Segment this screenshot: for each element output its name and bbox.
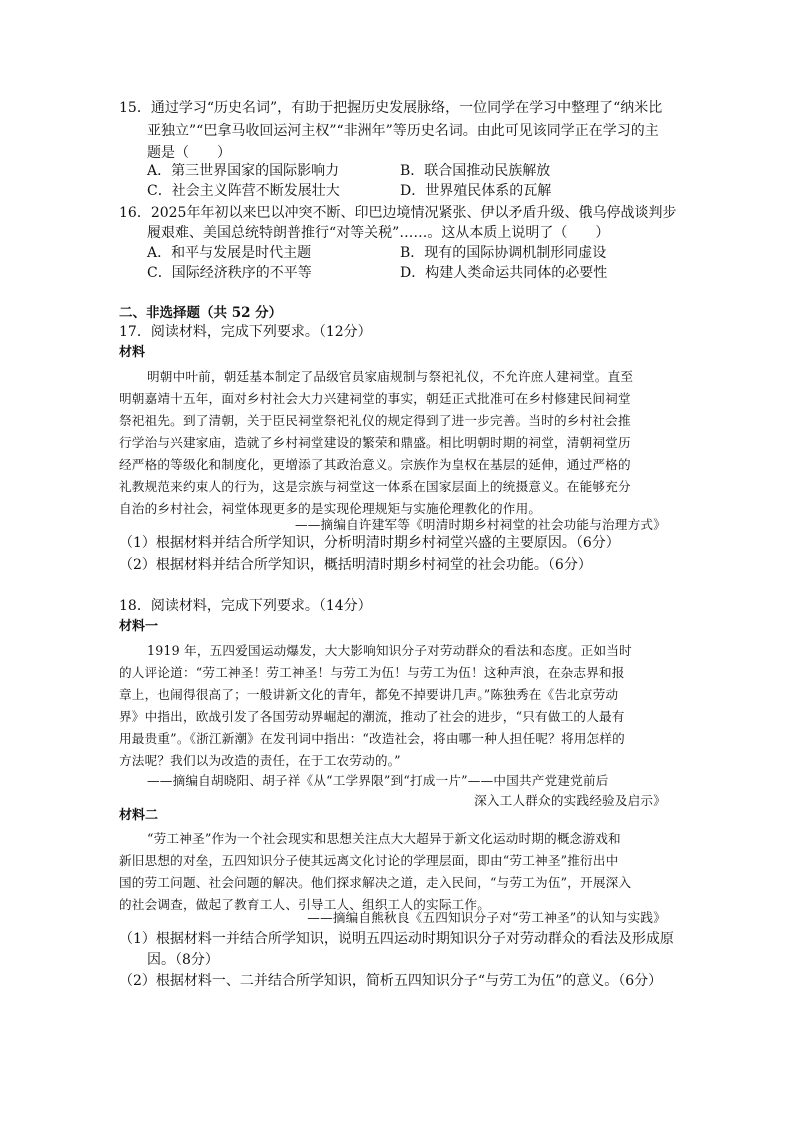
q18-material2-line-3: 国的劳工问题、社会问题的解决。他们探求解决之道，走入民间，“与劳工为伍”，开展深入 (119, 875, 632, 890)
q18-material1-line-3: 章上，也闹得很高了；一般讲新文化的青年，都免不掉要讲几声。”陈独秀在《告北京劳动 (119, 687, 619, 702)
q17-source: ——摘编自许建军等《明清时期乡村祠堂的社会功能与治理方式》 (294, 517, 666, 532)
q18-material2-line-4: 的社会调查，做起了教育工人、引导工人、组织工人的实际工作。 (119, 897, 491, 912)
q18-material1-label: 材料一 (119, 619, 159, 634)
q17-material-line-5: 经严格的等级化和制度化，更增添了其政治意义。宗族作为皇权在基层的延伸，通过严格的 (119, 457, 631, 472)
section-heading: 二、非选择题（共 52 分） (119, 305, 283, 321)
q16-line-1: 16．2025年年初以来巴以冲突不断、印巴边境情况紧张、伊以矛盾升级、俄乌停战谈判步 (119, 205, 677, 221)
q16-option-c: C．国际经济秩序的不平等 (147, 265, 312, 281)
q15-option-a: A．第三世界国家的国际影响力 (147, 163, 340, 179)
q18-source1-line-2: 深入工人群众的实践经验及启示》 (474, 793, 666, 808)
q18-source1-line-1: ——摘编自胡晓阳、胡子祥《从“工学界限”到“打成一片”——中国共产党建党前后 (147, 773, 609, 788)
q17-stem: 17．阅读材料，完成下列要求。（12分） (119, 324, 372, 340)
q17-material-line-6: 礼教规范来约束人的行为，这是宗族与祠堂这一体系在国家层面上的统摄意义。在能够充分 (119, 479, 631, 494)
q16-option-a: A．和平与发展是时代主题 (147, 245, 312, 261)
q17-material-line-2: 明朝嘉靖十五年，面对乡村社会大力兴建祠堂的事实，朝廷正式批准可在乡村修建民间祠堂 (119, 391, 631, 406)
q17-question-1: （1）根据材料并结合所学知识，分析明清时期乡村祠堂兴盛的主要原因。（6分） (119, 535, 620, 551)
q17-material-line-1: 明朝中叶前，朝廷基本制定了品级官员家庙规制与祭祀礼仪，不允许庶人建祠堂。直至 (147, 369, 634, 384)
q15-line-3: 题是（ ） (147, 145, 231, 161)
q17-material-line-4: 行学治与兴建家庙，造就了乡村祠堂建设的繁荣和鼎盛。相比明朝时期的祠堂，清朝祠堂历 (119, 435, 631, 450)
q18-material2-line-1: “劳工神圣”作为一个社会现实和思想关注点大大超异于新文化运动时期的概念游戏和 (147, 831, 621, 846)
q17-material-label: 材料 (119, 345, 146, 360)
q18-material1-line-1: 1919 年，五四爱国运动爆发，大大影响知识分子对劳动群众的看法和态度。正如当时 (147, 643, 632, 658)
q18-material1-line-2: 的人评论道：“劳工神圣！劳工神圣！与劳工为伍！与劳工为伍！这种声浪，在杂志界和报 (119, 665, 625, 680)
q18-question-1-line-1: （1）根据材料一并结合所学知识，说明五四运动时期知识分子对劳动群众的看法及形成原 (119, 931, 674, 947)
q17-question-2: （2）根据材料并结合所学知识，概括明清时期乡村祠堂的社会功能。（6分） (119, 557, 592, 573)
q15-line-1: 15．通过学习“历史名词”，有助于把握历史发展脉络，一位同学在学习中整理了“纳米比 (119, 100, 663, 116)
q18-material1-line-5: 用最贵重”。《浙江新潮》在发刊词中指出：“改造社会，将由哪一种人担任呢？将用怎样的 (119, 731, 625, 746)
q18-material2-label: 材料二 (119, 808, 159, 823)
q17-material-line-7: 自治的乡村社会，祠堂体现更多的是实现伦理规矩与实施伦理教化的作用。 (119, 501, 542, 516)
q18-stem: 18．阅读材料，完成下列要求。（14分） (119, 598, 372, 614)
q15-line-2: 亚独立”“巴拿马收回运河主权”“非洲年”等历史名词。由此可见该同学正在学习的主 (147, 123, 659, 139)
q18-source2: ——摘编自熊秋良《五四知识分子对“劳工神圣”的认知与实践》 (307, 910, 666, 925)
q16-option-b: B．现有的国际协调机制形同虚设 (400, 245, 607, 261)
q16-option-d: D．构建人类命运共同体的必要性 (400, 265, 608, 281)
q16-line-2: 履艰难、美国总统特朗普推行“对等关税”……。这从本质上说明了（ ） (147, 225, 610, 241)
q15-option-d: D．世界殖民体系的瓦解 (400, 183, 552, 199)
q15-option-b: B．联合国推动民族解放 (400, 163, 551, 179)
q18-material1-line-4: 界》中指出，欧战引发了各国劳动界崛起的潮流，推动了社会的进步，“只有做工的人最有 (119, 709, 625, 724)
q17-material-line-3: 祭祀祖先。到了清朝，关于臣民祠堂祭祀礼仪的规定得到了进一步完善。当时的乡村社会推 (119, 413, 631, 428)
q18-question-2: （2）根据材料一、二并结合所学知识，简析五四知识分子“与劳工为伍”的意义。（6分） (119, 973, 663, 989)
q18-material2-line-2: 新旧思想的对垒，五四知识分子使其远离文化讨论的学理层面，即由“劳工神圣”推衍出中 (119, 853, 619, 868)
q15-option-c: C．社会主义阵营不断发展壮大 (147, 183, 340, 199)
q18-question-1-line-2: 因。（8分） (147, 952, 219, 968)
q18-material1-line-6: 方法呢？我们以为改造的责任，在于工农劳动的。” (119, 753, 401, 768)
